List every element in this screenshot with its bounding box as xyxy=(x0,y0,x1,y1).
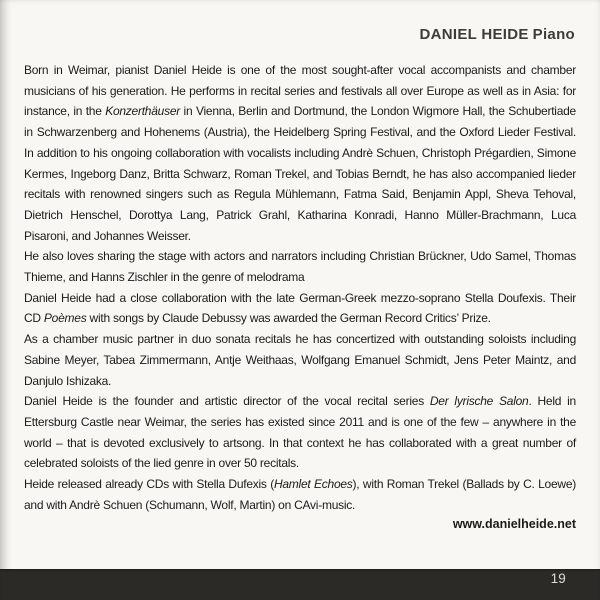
artist-role: Piano xyxy=(532,26,575,43)
bio-paragraph: Heide released already CDs with Stella Dufexis (Hamlet Echoes), with Roman Trekel (Ballads by C. Loewe) and with Andrè Schuen (Schumann, Wolf, Martin) on CAvi-music. xyxy=(24,477,576,512)
page-header xyxy=(24,26,575,43)
bio-paragraph: As a chamber music partner in duo sonata recitals he has concertized with outstanding soloists including Sabine Meyer, Tabea Zimmermann, Antje Weithaas, Wolfgang Emanuel Schmidt, Jens Peter Maintz, and Danjulo Ishizaka. xyxy=(24,332,576,388)
bio-paragraph: He also loves sharing the stage with actors and narrators including Christian Brückner, Udo Samel, Thomas Thieme, and Hanns Zischler in the genre of melodrama xyxy=(24,249,576,285)
bio-paragraph: Born in Weimar, pianist Daniel Heide is one of the most sought-after vocal accompanists and chamber musicians of his generation. He performs in recital series and festivals all over Europe as well as in Asia: for instance, in the Konzerthäuser in Vienna, Berlin and Dortmund, the London Wigmore Hall, the Schubertiade in Schwarzenberg and Hohenems (Austria), the Heidelberg Spring Festival, and the Oxford Lieder Festival. In addition to his ongoing collaboration with vocalists including Andrè Schuen, Christoph Prégardien, Simone Kermes, Ingeborg Danz, Britta Schwarz, Roman Trekel, and Tobias Berndt, he has also accompanied lieder recitals with renowned singers such as Regula Mühlemann, Fatma Said, Benjamin Appl, Sheva Tehoval, Dietrich Henschel, Dorottya Lang, Patrick Grahl, Katharina Konradi, Hanno Müller-Brachmann, Luca Pisaroni, and Johannes Weisser. xyxy=(24,63,576,243)
biography-text xyxy=(24,60,576,515)
website-url: www.danielheide.net xyxy=(452,517,576,531)
page-number: 19 xyxy=(550,571,566,586)
footer-bar xyxy=(0,569,600,600)
bio-paragraph: Daniel Heide is the founder and artistic director of the vocal recital series Der lyrische Salon. Held in Ettersburg Castle near Weimar, the series has existed since 2011 and is one of the few – anywhere in the world – that is devoted exclusively to artsong. In that context he has collaborated with a great number of celebrated soloists of the lied genre in over 50 recitals. xyxy=(24,394,576,471)
bio-paragraph: Daniel Heide had a close collaboration with the late German-Greek mezzo-soprano Stella Doufexis. Their CD Poèmes with songs by Claude Debussy was awarded the German Record Critics’ Prize. xyxy=(24,290,576,326)
artist-name: DANIEL HEIDE xyxy=(419,26,529,43)
